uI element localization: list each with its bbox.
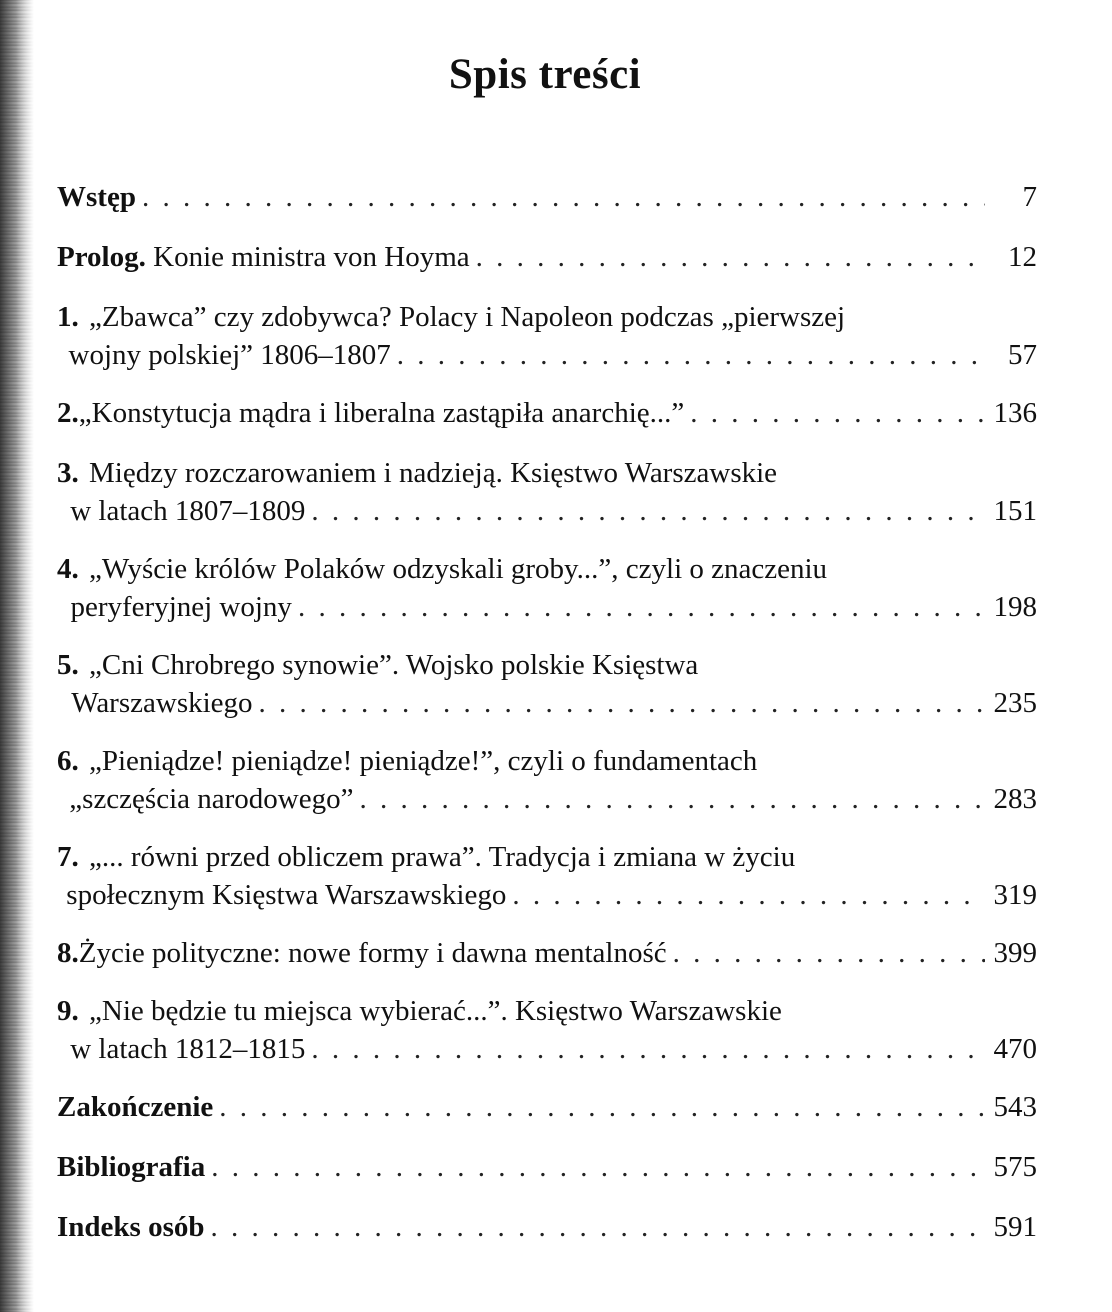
leader-dots (142, 178, 985, 216)
toc-entry-line2: Warszawskiego (71, 687, 253, 719)
leader-dots (219, 1088, 985, 1126)
leader-dots (211, 1148, 985, 1186)
chapter-number: 2. (57, 397, 79, 429)
leader-dots (311, 492, 985, 530)
toc-entry-chapter-6 (57, 742, 1037, 818)
toc-entry-label: Zakończenie (57, 1091, 214, 1123)
toc-entry-line1: Między rozczarowaniem i nadzieją. Księstwo Warszawskie (89, 457, 778, 489)
toc-entry-line2: w latach 1812–1815 (70, 1033, 306, 1065)
toc-page-number: 198 (993, 591, 1037, 623)
toc-entry-label: „Konstytucja mądra i liberalna zastąpiła anarchię...” (78, 397, 685, 429)
leader-dots (211, 1208, 986, 1246)
toc-entry-line2: w latach 1807–1809 (70, 495, 306, 527)
toc-entry-line1: „Wyście królów Polaków odzyskali groby...”, czyli o znaczeniu (89, 553, 828, 585)
toc-page-number: 399 (993, 937, 1037, 969)
toc-entry-bibliografia (57, 1148, 1037, 1186)
toc-entry-chapter-2 (57, 394, 1037, 432)
toc-entry-label: Życie polityczne: nowe formy i dawna mentalność (78, 937, 667, 969)
chapter-number: 8. (57, 937, 79, 969)
leader-dots (259, 684, 985, 722)
leader-dots (512, 876, 985, 914)
toc-entry-line2: wojny polskiej” 1806–1807 (68, 339, 391, 371)
leader-dots (690, 394, 985, 432)
toc-entry-line2: społecznym Księstwa Warszawskiego (66, 879, 507, 911)
toc-entry-line1: „Cni Chrobrego synowie”. Wojsko polskie Księstwa (89, 649, 699, 681)
toc-page-number: 12 (1008, 241, 1037, 273)
toc-entry-label-bold: Prolog. (57, 241, 146, 273)
leader-dots (298, 588, 985, 626)
toc-page-number: 319 (993, 879, 1037, 911)
toc-entry-chapter-9 (57, 992, 1037, 1068)
binding-edge (0, 0, 34, 1312)
toc-entry-line1: „... równi przed obliczem prawa”. Tradycja i zmiana w życiu (89, 841, 796, 873)
toc-entry-line2: „szczęścia narodowego” (69, 783, 354, 815)
toc-page-number: 575 (993, 1151, 1037, 1183)
toc-entry-zakonczenie (57, 1088, 1037, 1126)
toc-entry-indeks-osob (57, 1208, 1037, 1246)
chapter-number: 3. (57, 457, 79, 489)
chapter-number: 5. (57, 649, 79, 681)
leader-dots (476, 238, 985, 276)
toc-entry-line1: „Zbawca” czy zdobywca? Polacy i Napoleon podczas „pierwszej (89, 301, 846, 333)
chapter-number: 6. (57, 745, 79, 777)
toc-entry-line1: „Pieniądze! pieniądze! pieniądze!”, czyli o fundamentach (89, 745, 758, 777)
chapter-number: 7. (57, 841, 79, 873)
toc-entry-line1: „Nie będzie tu miejsca wybierać...”. Księstwo Warszawskie (89, 995, 782, 1027)
toc-entry-chapter-8 (57, 934, 1037, 972)
leader-dots (359, 780, 985, 818)
toc-entry-wstep (57, 178, 1037, 216)
toc-page-number: 543 (993, 1091, 1037, 1123)
page-title: Spis treści (448, 51, 642, 98)
toc-page-number: 283 (993, 783, 1037, 815)
toc-page-number: 591 (993, 1211, 1037, 1243)
toc-entry-chapter-3 (57, 454, 1037, 530)
toc-page-number: 151 (993, 495, 1037, 527)
toc-page-number: 136 (993, 397, 1037, 429)
toc-entry-label: Indeks osób (57, 1211, 205, 1243)
toc-entry-label: Bibliografia (57, 1151, 206, 1183)
toc-entry-chapter-7 (57, 838, 1037, 914)
toc-entry-label: Wstęp (57, 181, 136, 213)
toc-page-number: 7 (1022, 181, 1037, 213)
toc-entry-label: Konie ministra von Hoyma (145, 241, 470, 273)
chapter-number: 9. (57, 995, 79, 1027)
toc-entry-chapter-4 (57, 550, 1037, 626)
toc-page-number: 470 (993, 1033, 1037, 1065)
leader-dots (397, 336, 985, 374)
chapter-number: 4. (57, 553, 79, 585)
toc-entry-chapter-5 (57, 646, 1037, 722)
toc-entry-chapter-1 (57, 298, 1037, 374)
leader-dots (311, 1030, 985, 1068)
chapter-number: 1. (57, 301, 79, 333)
toc-entry-line2: peryferyjnej wojny (70, 591, 292, 623)
leader-dots (673, 934, 985, 972)
toc-entry-prolog (57, 238, 1037, 276)
toc-page-number: 57 (1008, 339, 1037, 371)
toc-page-number: 235 (993, 687, 1037, 719)
